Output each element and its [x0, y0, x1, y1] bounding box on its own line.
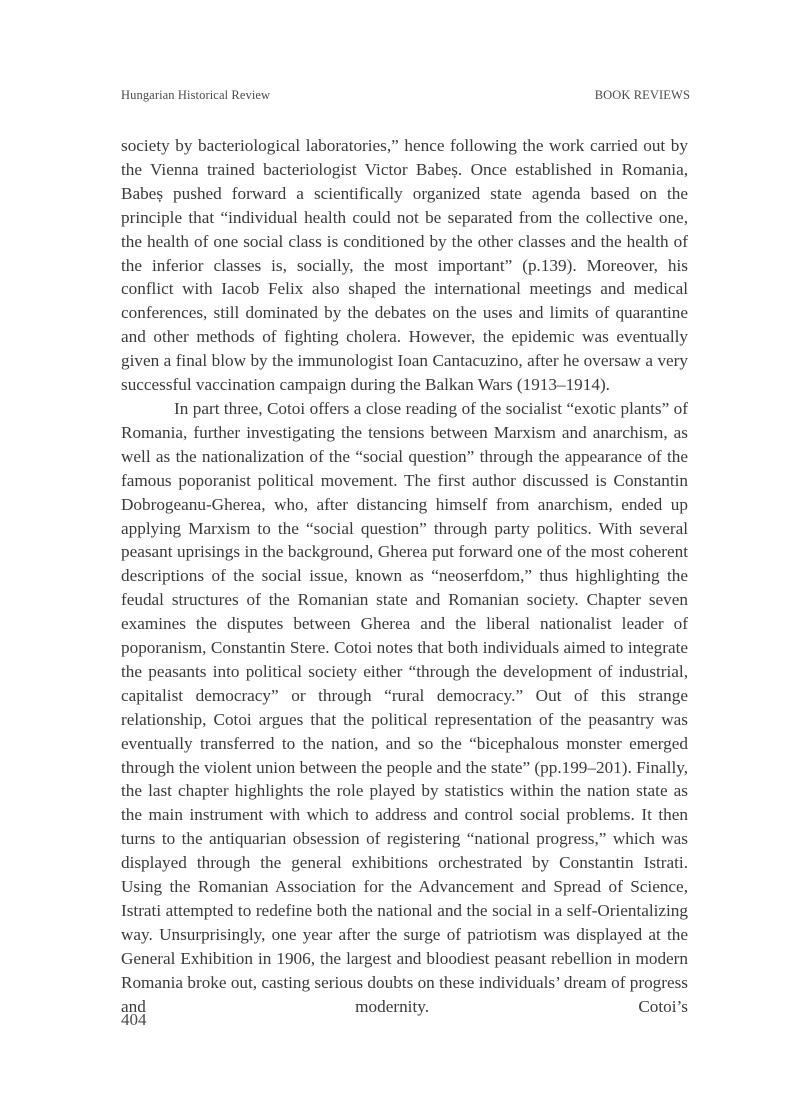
section-title: BOOK REVIEWS — [594, 88, 690, 102]
paragraph-continued: society by bacteriological laboratories,” hence following the work carried out by the Vienna trained bacteriologist Victor Babeș. Once established in Romania, Babeș pushed forward a scientifically organized state agenda based on the principle that “individual health could not be separated from the collective one, the health of one social class is conditioned by the other classes and the health of the inferior classes is, socially, the most important” (p.139). Moreover, his conflict with Iacob Felix also shaped the international meetings and medical conferences, still dominated by the debates on the uses and limits of quarantine and other methods of fighting cholera. However, the epidemic was eventually given a final blow by the immunologist Ioan Cantacuzino, after he oversaw a very successful vaccination campaign during the Balkan Wars (1913–1914). — [121, 136, 688, 395]
page-number: 404 — [121, 1010, 147, 1029]
running-header — [121, 88, 690, 103]
journal-title: Hungarian Historical Review — [121, 88, 271, 102]
article-body — [121, 134, 688, 1019]
paragraph-part-three: In part three, Cotoi offers a close reading of the socialist “exotic plants” of Romania, further investigating the tensions between Marxism and anarchism, as well as the nationalization of the “social question” through the appearance of the famous poporanist political movement. The first author discussed is Constantin Dobrogeanu-Gherea, who, after distancing himself from anarchism, ended up applying Marxism to the “social question” through party politics. With several peasant uprisings in the background, Gherea put forward one of the most coherent descriptions of the social issue, known as “neoserfdom,” thus highlighting the feudal structures of the Romanian state and Romanian society. Chapter seven examines the disputes between Gherea and the liberal nationalist leader of poporanism, Constantin Stere. Cotoi notes that both individuals aimed to integrate the peasants into political society either “through the development of industrial, capitalist democracy” or through “rural democracy.” Out of this strange relationship, Cotoi argues that the political representation of the peasantry was eventually transferred to the nation, and so the “bicephalous monster emerged through the violent union between the people and the state” (pp.199–201). Finally, the last chapter highlights the role played by statistics within the nation state as the main instrument with which to address and control social problems. It then turns to the antiquarian obsession of registering “national progress,” which was displayed through the general exhibitions orchestrated by Constantin Istrati. Using the Romanian Association for the Advancement and Spread of Science, Istrati attempted to redefine both the national and the social in a self-Orientalizing way. Unsurprisingly, one year after the surge of patriotism was displayed at the General Exhibition in 1906, the largest and bloodiest peasant rebellion in modern Romania broke out, casting serious doubts on these individuals’ dream of progress and modernity. Cotoi’s — [121, 398, 688, 1016]
